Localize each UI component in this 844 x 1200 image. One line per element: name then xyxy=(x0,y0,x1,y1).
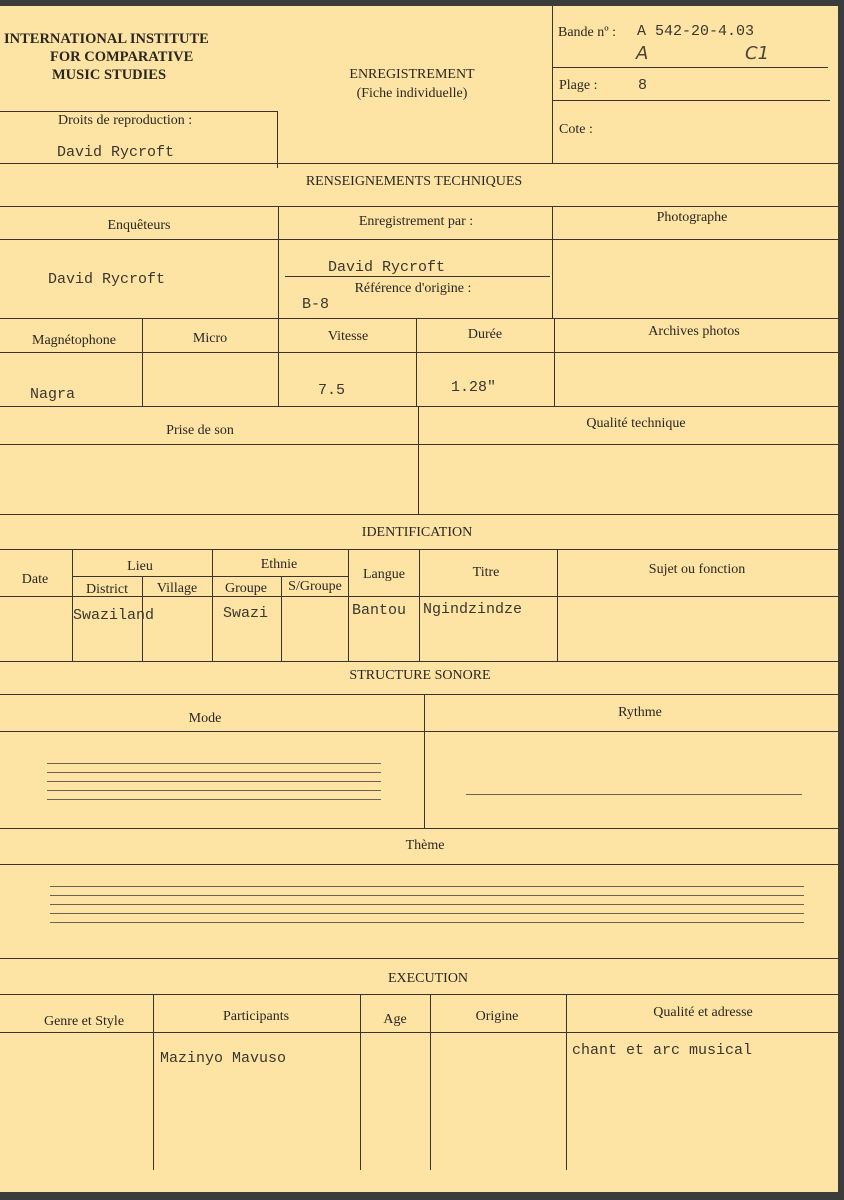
mode-line xyxy=(47,781,381,782)
rule xyxy=(0,514,838,515)
enregistrement-par-value: David Rycroft xyxy=(328,259,446,276)
bande-label: Bande nº : xyxy=(558,25,616,40)
form-subtitle: (Fiche individuelle) xyxy=(356,86,468,101)
mode-line xyxy=(47,799,381,800)
form-title: ENREGISTREMENT xyxy=(349,67,475,82)
rule xyxy=(0,163,838,164)
rule xyxy=(0,406,838,407)
cote-label: Cote : xyxy=(559,122,593,137)
qualite-adresse-value: chant et arc musical xyxy=(572,1042,753,1059)
rule xyxy=(72,576,348,577)
rule xyxy=(554,318,555,406)
groupe-value: Swazi xyxy=(223,605,269,622)
rule xyxy=(424,694,425,828)
micro-label: Micro xyxy=(192,331,228,346)
rule xyxy=(552,67,828,68)
duree-value: 1.28" xyxy=(451,379,497,396)
rule xyxy=(0,239,838,240)
rule xyxy=(0,828,838,829)
section-execution: EXECUTION xyxy=(387,971,469,986)
vitesse-label: Vitesse xyxy=(327,329,369,344)
rule xyxy=(552,206,553,318)
institute-line-3: MUSIC STUDIES xyxy=(52,67,167,83)
district-value: Swaziland xyxy=(73,607,155,624)
duree-label: Durée xyxy=(467,327,503,342)
rule xyxy=(278,318,279,406)
section-identification: IDENTIFICATION xyxy=(361,525,473,540)
rule xyxy=(0,694,838,695)
prise-label: Prise de son xyxy=(166,423,234,438)
photographe-label: Photographe xyxy=(656,210,728,225)
groupe-label: Groupe xyxy=(225,581,267,596)
qualite-technique-label: Qualité technique xyxy=(586,416,686,431)
rule xyxy=(0,352,838,353)
genre-label: Genre et Style xyxy=(43,1014,125,1029)
langue-value: Bantou xyxy=(352,602,407,619)
archives-label: Archives photos xyxy=(648,324,740,339)
mode-line xyxy=(47,772,381,773)
bande-value: A 542-20-4.03 xyxy=(637,23,755,40)
langue-label: Langue xyxy=(363,567,405,582)
sujet-label: Sujet ou fonction xyxy=(648,562,746,577)
mode-line xyxy=(47,790,381,791)
age-label: Age xyxy=(383,1012,407,1027)
titre-label: Titre xyxy=(472,565,500,580)
plage-label: Plage : xyxy=(559,78,598,93)
mode-line xyxy=(47,763,381,764)
reference-label: Référence d'origine : xyxy=(354,281,472,296)
institute-line-2: FOR COMPARATIVE xyxy=(50,49,194,65)
rule xyxy=(0,318,838,319)
rythme-label: Rythme xyxy=(618,705,662,720)
rule xyxy=(552,6,553,163)
mode-label: Mode xyxy=(188,711,222,726)
rule xyxy=(277,111,278,168)
date-label: Date xyxy=(21,572,49,587)
theme-line xyxy=(50,913,804,914)
rule xyxy=(0,444,838,445)
rule xyxy=(552,100,830,101)
rule xyxy=(418,406,419,514)
institute-line-1: INTERNATIONAL INSTITUTE xyxy=(4,31,209,47)
rule xyxy=(0,206,838,207)
section-technique: RENSEIGNEMENTS TECHNIQUES xyxy=(305,174,523,189)
rule xyxy=(142,318,143,406)
bande-handwritten-a: A xyxy=(636,43,649,64)
rule xyxy=(0,661,838,662)
record-card xyxy=(0,6,838,1192)
magnetophone-label: Magnétophone xyxy=(32,333,116,348)
rule xyxy=(566,994,567,1170)
rule xyxy=(0,864,838,865)
plage-value: 8 xyxy=(638,77,648,94)
rule xyxy=(0,731,838,732)
participants-label: Participants xyxy=(222,1009,290,1024)
titre-value: Ngindzindze xyxy=(423,601,523,618)
droits-label: Droits de reproduction : xyxy=(58,113,193,128)
theme-line xyxy=(50,922,804,923)
bande-handwritten-c: C1 xyxy=(745,43,770,64)
rythme-line xyxy=(466,794,802,795)
lieu-label: Lieu xyxy=(127,559,153,574)
rule xyxy=(416,318,417,406)
rule xyxy=(278,206,279,318)
theme-line xyxy=(50,895,804,896)
rule xyxy=(72,549,73,661)
participant-value: Mazinyo Mavuso xyxy=(160,1050,287,1067)
enqueteurs-value: David Rycroft xyxy=(48,271,166,288)
rule xyxy=(212,549,213,661)
rule xyxy=(557,549,558,661)
enqueteurs-label: Enquêteurs xyxy=(107,218,171,233)
rule xyxy=(430,994,431,1170)
ethnie-label: Ethnie xyxy=(260,557,298,572)
rule xyxy=(281,576,282,661)
enregistrement-par-label: Enregistrement par : xyxy=(358,214,474,229)
rule xyxy=(0,958,838,959)
reference-value: B-8 xyxy=(302,296,330,313)
rule xyxy=(0,1032,838,1033)
section-structure: STRUCTURE SONORE xyxy=(349,668,491,683)
rule xyxy=(153,994,154,1170)
magnetophone-value: Nagra xyxy=(30,386,76,403)
village-label: Village xyxy=(156,581,198,596)
rule xyxy=(0,111,278,112)
rule xyxy=(348,549,349,661)
rule xyxy=(419,549,420,661)
qualite-adresse-label: Qualité et adresse xyxy=(653,1005,753,1020)
rule xyxy=(285,276,550,277)
rule xyxy=(360,994,361,1170)
sgroupe-label: S/Groupe xyxy=(288,579,342,594)
rule xyxy=(0,994,838,995)
vitesse-value: 7.5 xyxy=(318,382,346,399)
district-label: District xyxy=(86,582,128,597)
theme-label: Thème xyxy=(405,838,445,853)
theme-line xyxy=(50,886,804,887)
origine-label: Origine xyxy=(475,1009,519,1024)
droits-value: David Rycroft xyxy=(57,144,175,161)
theme-line xyxy=(50,904,804,905)
